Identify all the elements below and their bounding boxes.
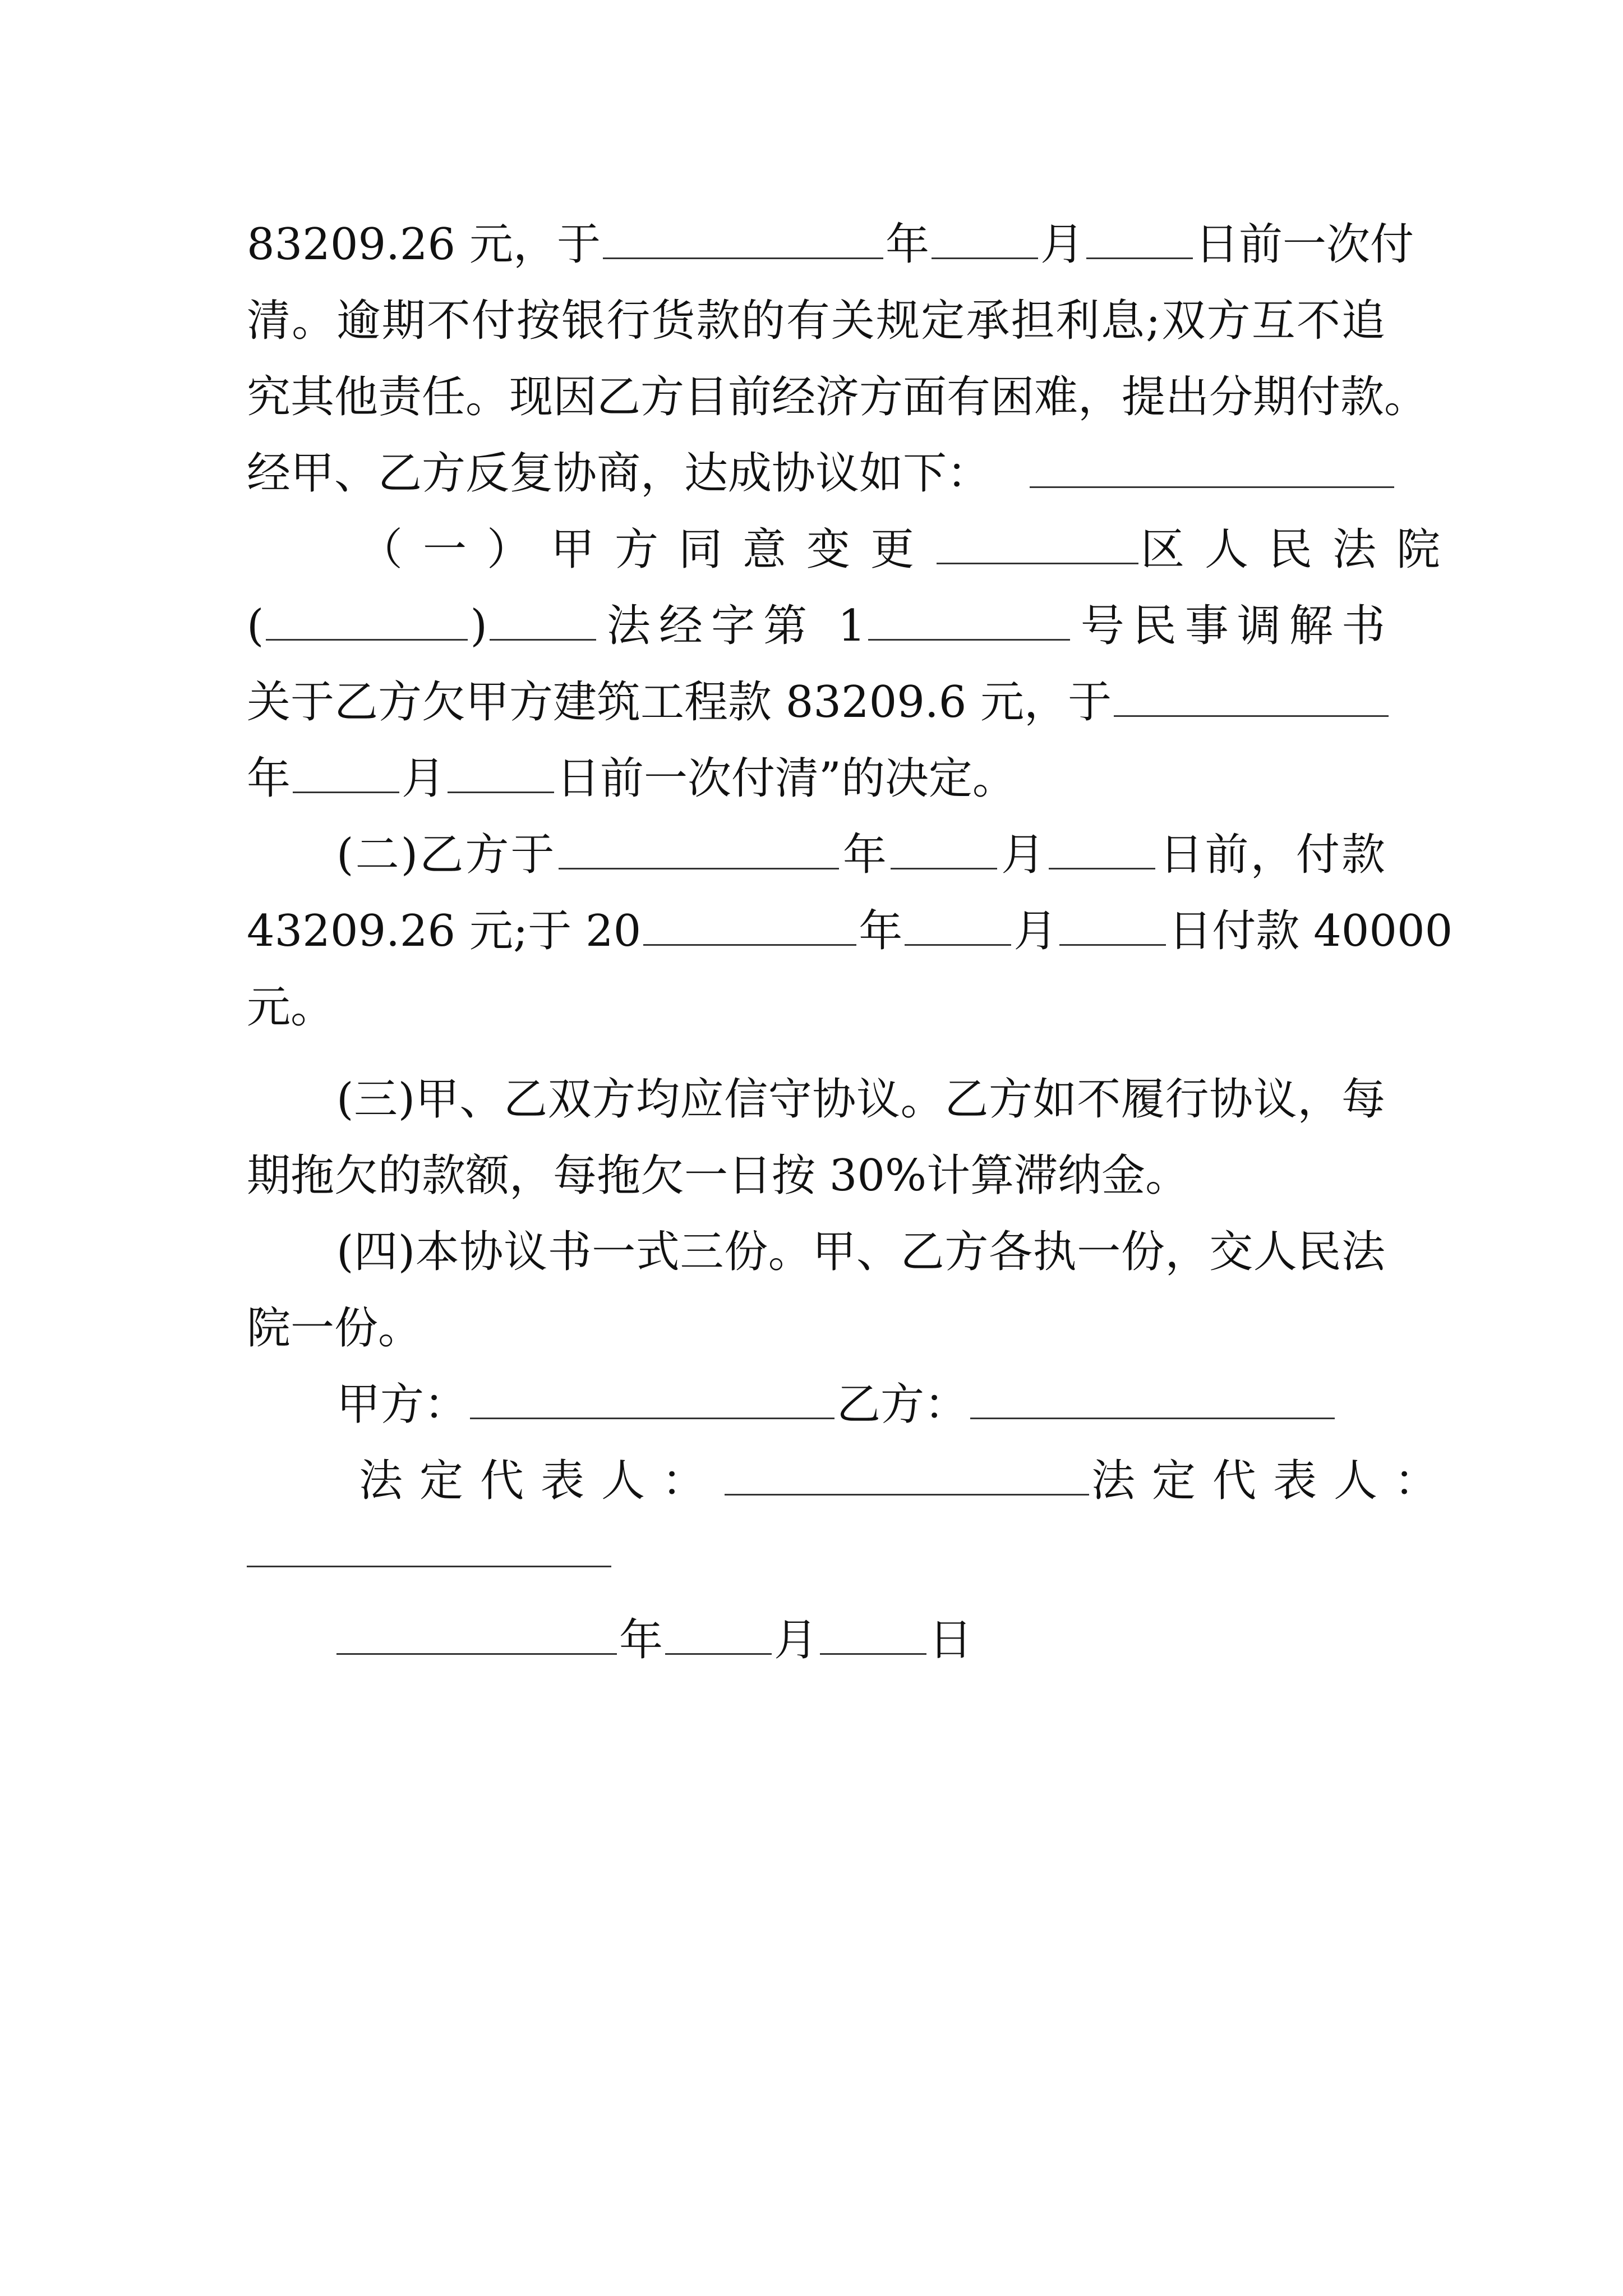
blank-sign-day[interactable] (820, 1614, 926, 1655)
blank-rep-b[interactable] (247, 1526, 611, 1567)
paragraph-line-15: 院一份。 (247, 1303, 422, 1354)
text-mediation: 号民事调解书 (1072, 601, 1385, 651)
text-debt: 关于乙方欠甲方建筑工程款 83209.6 元，于 (247, 677, 1112, 728)
label-rep-a: 法定代表人： (359, 1456, 723, 1506)
paragraph-line-12: (三)甲、乙双方均应信守协议。乙方如不履行协议，每 (336, 1074, 1385, 1125)
paragraph-line-13: 期拖欠的款额，每拖欠一日按 30%计算滞纳金。 (247, 1151, 1189, 1201)
text-year: 年 (247, 753, 291, 804)
label-party-b: 乙方： (837, 1379, 969, 1430)
blank-court-year[interactable] (266, 600, 468, 641)
text-agreement-intro: 经甲、乙方反复协商，达成协议如下： (247, 448, 991, 499)
text-month: 月 (402, 753, 446, 804)
text-month: 月 (1040, 219, 1085, 270)
paragraph-line-5 (247, 512, 1461, 588)
text-amount: 83209.26 元，于 (247, 219, 601, 270)
blank-district[interactable] (937, 523, 1138, 564)
label-party-a: 甲方： (336, 1379, 468, 1430)
paragraph-line-7 (247, 664, 1385, 740)
blank-month[interactable] (293, 752, 399, 793)
text-year: 年 (859, 906, 903, 956)
blank-month[interactable] (932, 218, 1038, 259)
blank-year[interactable] (643, 905, 856, 946)
text-year: 年 (619, 1615, 663, 1665)
date-line (247, 1602, 1385, 1678)
text-first-payment: 43209.26 元;于 20 (247, 906, 642, 956)
paragraph-line-9 (247, 817, 1385, 893)
blank-court-code[interactable] (490, 600, 596, 641)
label-rep-b: 法定代表人： (1091, 1456, 1455, 1506)
blank-case-number[interactable] (868, 600, 1070, 641)
blank-sign-month[interactable] (665, 1614, 772, 1655)
paragraph-line-6 (247, 588, 1385, 664)
text-year: 年 (885, 219, 929, 270)
blank-party-a[interactable] (470, 1378, 834, 1419)
text-court: 区人民法院 (1141, 524, 1461, 575)
text-month: 月 (999, 830, 1047, 880)
text-paren-open: ( (247, 601, 264, 651)
paragraph-line-14: (四)本协议书一式三份。甲、乙方各执一份，交人民法 (336, 1227, 1385, 1277)
blank-day[interactable] (1059, 905, 1166, 946)
text-case-no: 法经字第 1 (598, 601, 866, 651)
paragraph-line-4 (247, 435, 1385, 512)
text-decision: 日前一次付清”的决定。 (556, 753, 1016, 804)
text-month: 月 (774, 1615, 818, 1665)
blank-day[interactable] (448, 752, 554, 793)
text-second-payment: 日付款 40000 (1168, 906, 1453, 956)
paragraph-line-1 (247, 206, 1414, 283)
paragraph-line-2: 清。逾期不付按银行货款的有关规定承担利息;双方互不追 (247, 296, 1385, 346)
blank-month[interactable] (891, 829, 997, 869)
text-paren-close: ) (470, 601, 487, 651)
paragraph-line-3: 究其他责任。现因乙方目前经济方面有困难，提出分期付款。 (247, 372, 1428, 422)
text-clause-1: （一）甲方同意变更 (359, 524, 935, 575)
text-day: 日前一次付 (1195, 219, 1414, 270)
paragraph-line-11: 元。 (247, 982, 335, 1033)
paragraph-line-8 (247, 740, 1385, 817)
blank-party-b[interactable] (970, 1378, 1335, 1419)
signature-line-rep-b-blank (247, 1515, 1385, 1591)
text-clause-2: (二)乙方于 (336, 830, 556, 880)
signature-line-representatives (247, 1443, 1455, 1519)
blank-rep-a[interactable] (725, 1455, 1089, 1496)
blank-day[interactable] (1049, 829, 1155, 869)
text-day: 日 (929, 1615, 973, 1665)
text-year: 年 (841, 830, 888, 880)
blank-agreement[interactable] (1030, 447, 1394, 488)
text-payment: 日前，付款 (1158, 830, 1385, 880)
blank-year[interactable] (603, 218, 883, 259)
blank-month[interactable] (905, 905, 1011, 946)
blank-sign-year[interactable] (336, 1614, 617, 1655)
text-month: 月 (1013, 906, 1058, 956)
blank-year[interactable] (559, 829, 839, 869)
paragraph-line-10 (247, 893, 1453, 969)
signature-line-parties (247, 1366, 1385, 1443)
blank-payoff-year[interactable] (1114, 676, 1389, 717)
blank-day[interactable] (1086, 218, 1193, 259)
